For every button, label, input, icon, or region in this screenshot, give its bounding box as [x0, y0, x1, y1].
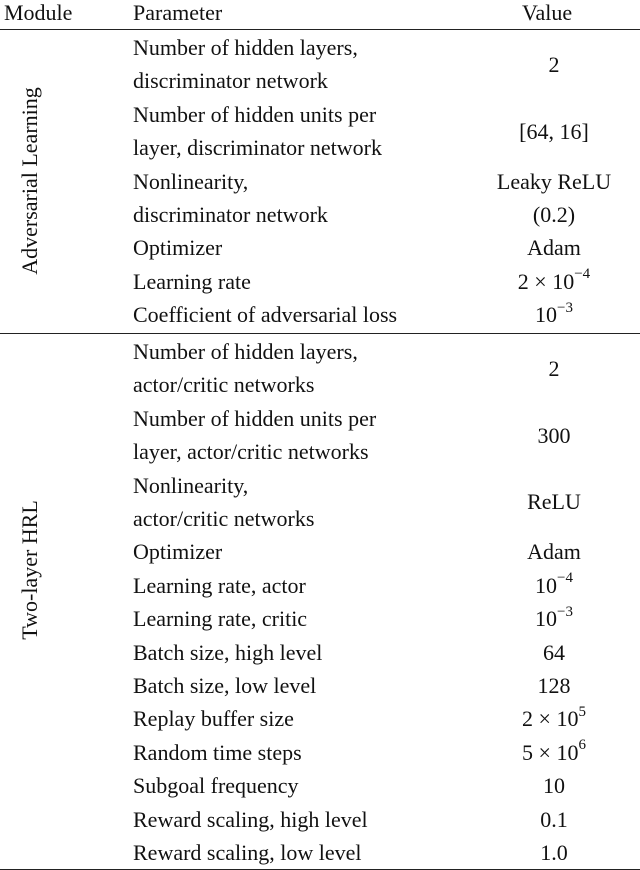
parameter-cell: [133, 803, 368, 836]
value-text: 0.1: [540, 806, 568, 832]
parameter-text: Nonlinearity,: [133, 472, 249, 498]
header-parameter: Parameter: [133, 0, 223, 25]
parameter-text: layer, discriminator network: [133, 134, 382, 160]
parameter-text: Optimizer: [133, 235, 223, 261]
parameter-cell: [133, 669, 316, 702]
value-text: 64: [543, 639, 565, 665]
parameter-text: Coefficient of adversarial loss: [133, 302, 398, 328]
value-cell: [470, 265, 638, 298]
parameter-text: discriminator network: [133, 68, 328, 93]
value-text: Adam: [527, 235, 581, 261]
value-base: 2 × 10: [522, 706, 579, 732]
parameter-text: Subgoal frequency: [133, 773, 299, 799]
value-exponent: −3: [557, 299, 573, 316]
value-text: 300: [537, 422, 571, 448]
value-cell: [470, 769, 638, 802]
parameter-cell: [133, 402, 376, 468]
parameter-cell: [133, 31, 358, 97]
parameter-cell: [133, 265, 251, 298]
parameter-cell: [133, 736, 302, 769]
value-base: 10: [535, 302, 558, 328]
value-text: ReLU: [527, 489, 581, 515]
value-cell: [470, 669, 638, 702]
parameter-cell: [133, 535, 222, 568]
parameter-text: Replay buffer size: [133, 706, 294, 732]
parameter-text: Learning rate, critic: [133, 606, 308, 632]
value-cell: [470, 736, 638, 769]
value-base: 5 × 10: [522, 739, 579, 765]
parameter-cell: [133, 702, 294, 735]
value-text: (0.2): [532, 201, 576, 227]
header-module: Module: [4, 0, 73, 25]
parameter-text: Number of hidden layers,: [133, 35, 358, 60]
header-value: Value: [522, 0, 573, 25]
value-cell: [470, 115, 638, 148]
value-cell: [470, 485, 638, 518]
value-cell: [470, 165, 638, 231]
parameter-text: actor/critic networks: [133, 505, 315, 531]
parameter-cell: [133, 569, 306, 602]
parameter-text: Batch size, low level: [133, 673, 317, 698]
value-exponent: 5: [578, 704, 586, 721]
value-cell: [470, 48, 638, 81]
value-cell: [470, 836, 638, 869]
parameter-cell: [133, 469, 314, 535]
value-cell: [470, 419, 638, 452]
parameter-text: Optimizer: [133, 539, 223, 565]
value-text: 10: [543, 773, 565, 799]
value-cell: [470, 535, 638, 568]
parameter-text: Nonlinearity,: [133, 168, 249, 194]
value-cell: [470, 569, 638, 602]
module-label-adversarial-learning: Adversarial Learning: [17, 87, 42, 275]
value-exponent: −4: [574, 266, 591, 283]
value-text: 128: [537, 673, 571, 698]
parameter-text: Random time steps: [133, 739, 302, 765]
parameter-text: actor/critic networks: [133, 372, 315, 397]
value-text: Leaky ReLU: [496, 168, 612, 194]
parameter-cell: [133, 602, 307, 635]
value-text: [64, 16]: [519, 118, 589, 144]
module-label-two-layer-hrl: Two-layer HRL: [17, 500, 42, 640]
value-text: 2: [548, 51, 560, 77]
value-exponent: 6: [578, 737, 586, 754]
parameter-cell: [133, 98, 382, 164]
parameter-text: layer, actor/critic networks: [133, 438, 369, 464]
value-cell: [470, 803, 638, 836]
parameter-text: Reward scaling, low level: [133, 840, 362, 865]
value-cell: [470, 352, 638, 385]
value-exponent: −4: [557, 570, 573, 587]
parameter-cell: [133, 165, 328, 231]
value-cell: [470, 702, 638, 735]
value-cell: [470, 231, 638, 264]
parameter-text: Reward scaling, high level: [133, 806, 368, 832]
parameter-text: Number of hidden units per: [133, 405, 377, 431]
value-base: 10: [535, 572, 558, 598]
parameter-cell: [133, 298, 397, 331]
value-cell: [470, 602, 638, 635]
parameter-text: Learning rate: [133, 268, 251, 294]
parameter-text: Batch size, high level: [133, 639, 323, 665]
value-text: 2: [548, 355, 560, 381]
value-cell: [470, 298, 638, 331]
parameter-cell: [133, 769, 299, 802]
value-base: 2 × 10: [517, 268, 575, 294]
parameter-cell: [133, 836, 362, 869]
value-text: 1.0: [540, 840, 568, 865]
value-base: 10: [535, 606, 558, 632]
parameter-cell: [133, 636, 322, 669]
value-cell: [470, 636, 638, 669]
value-text: Adam: [527, 539, 581, 565]
parameter-text: Learning rate, actor: [133, 572, 306, 598]
parameter-text: Number of hidden units per: [133, 101, 377, 127]
value-exponent: −3: [557, 603, 573, 620]
parameter-text: discriminator network: [133, 201, 328, 227]
parameter-cell: [133, 335, 358, 401]
parameter-text: Number of hidden layers,: [133, 339, 358, 364]
parameter-cell: [133, 231, 222, 264]
